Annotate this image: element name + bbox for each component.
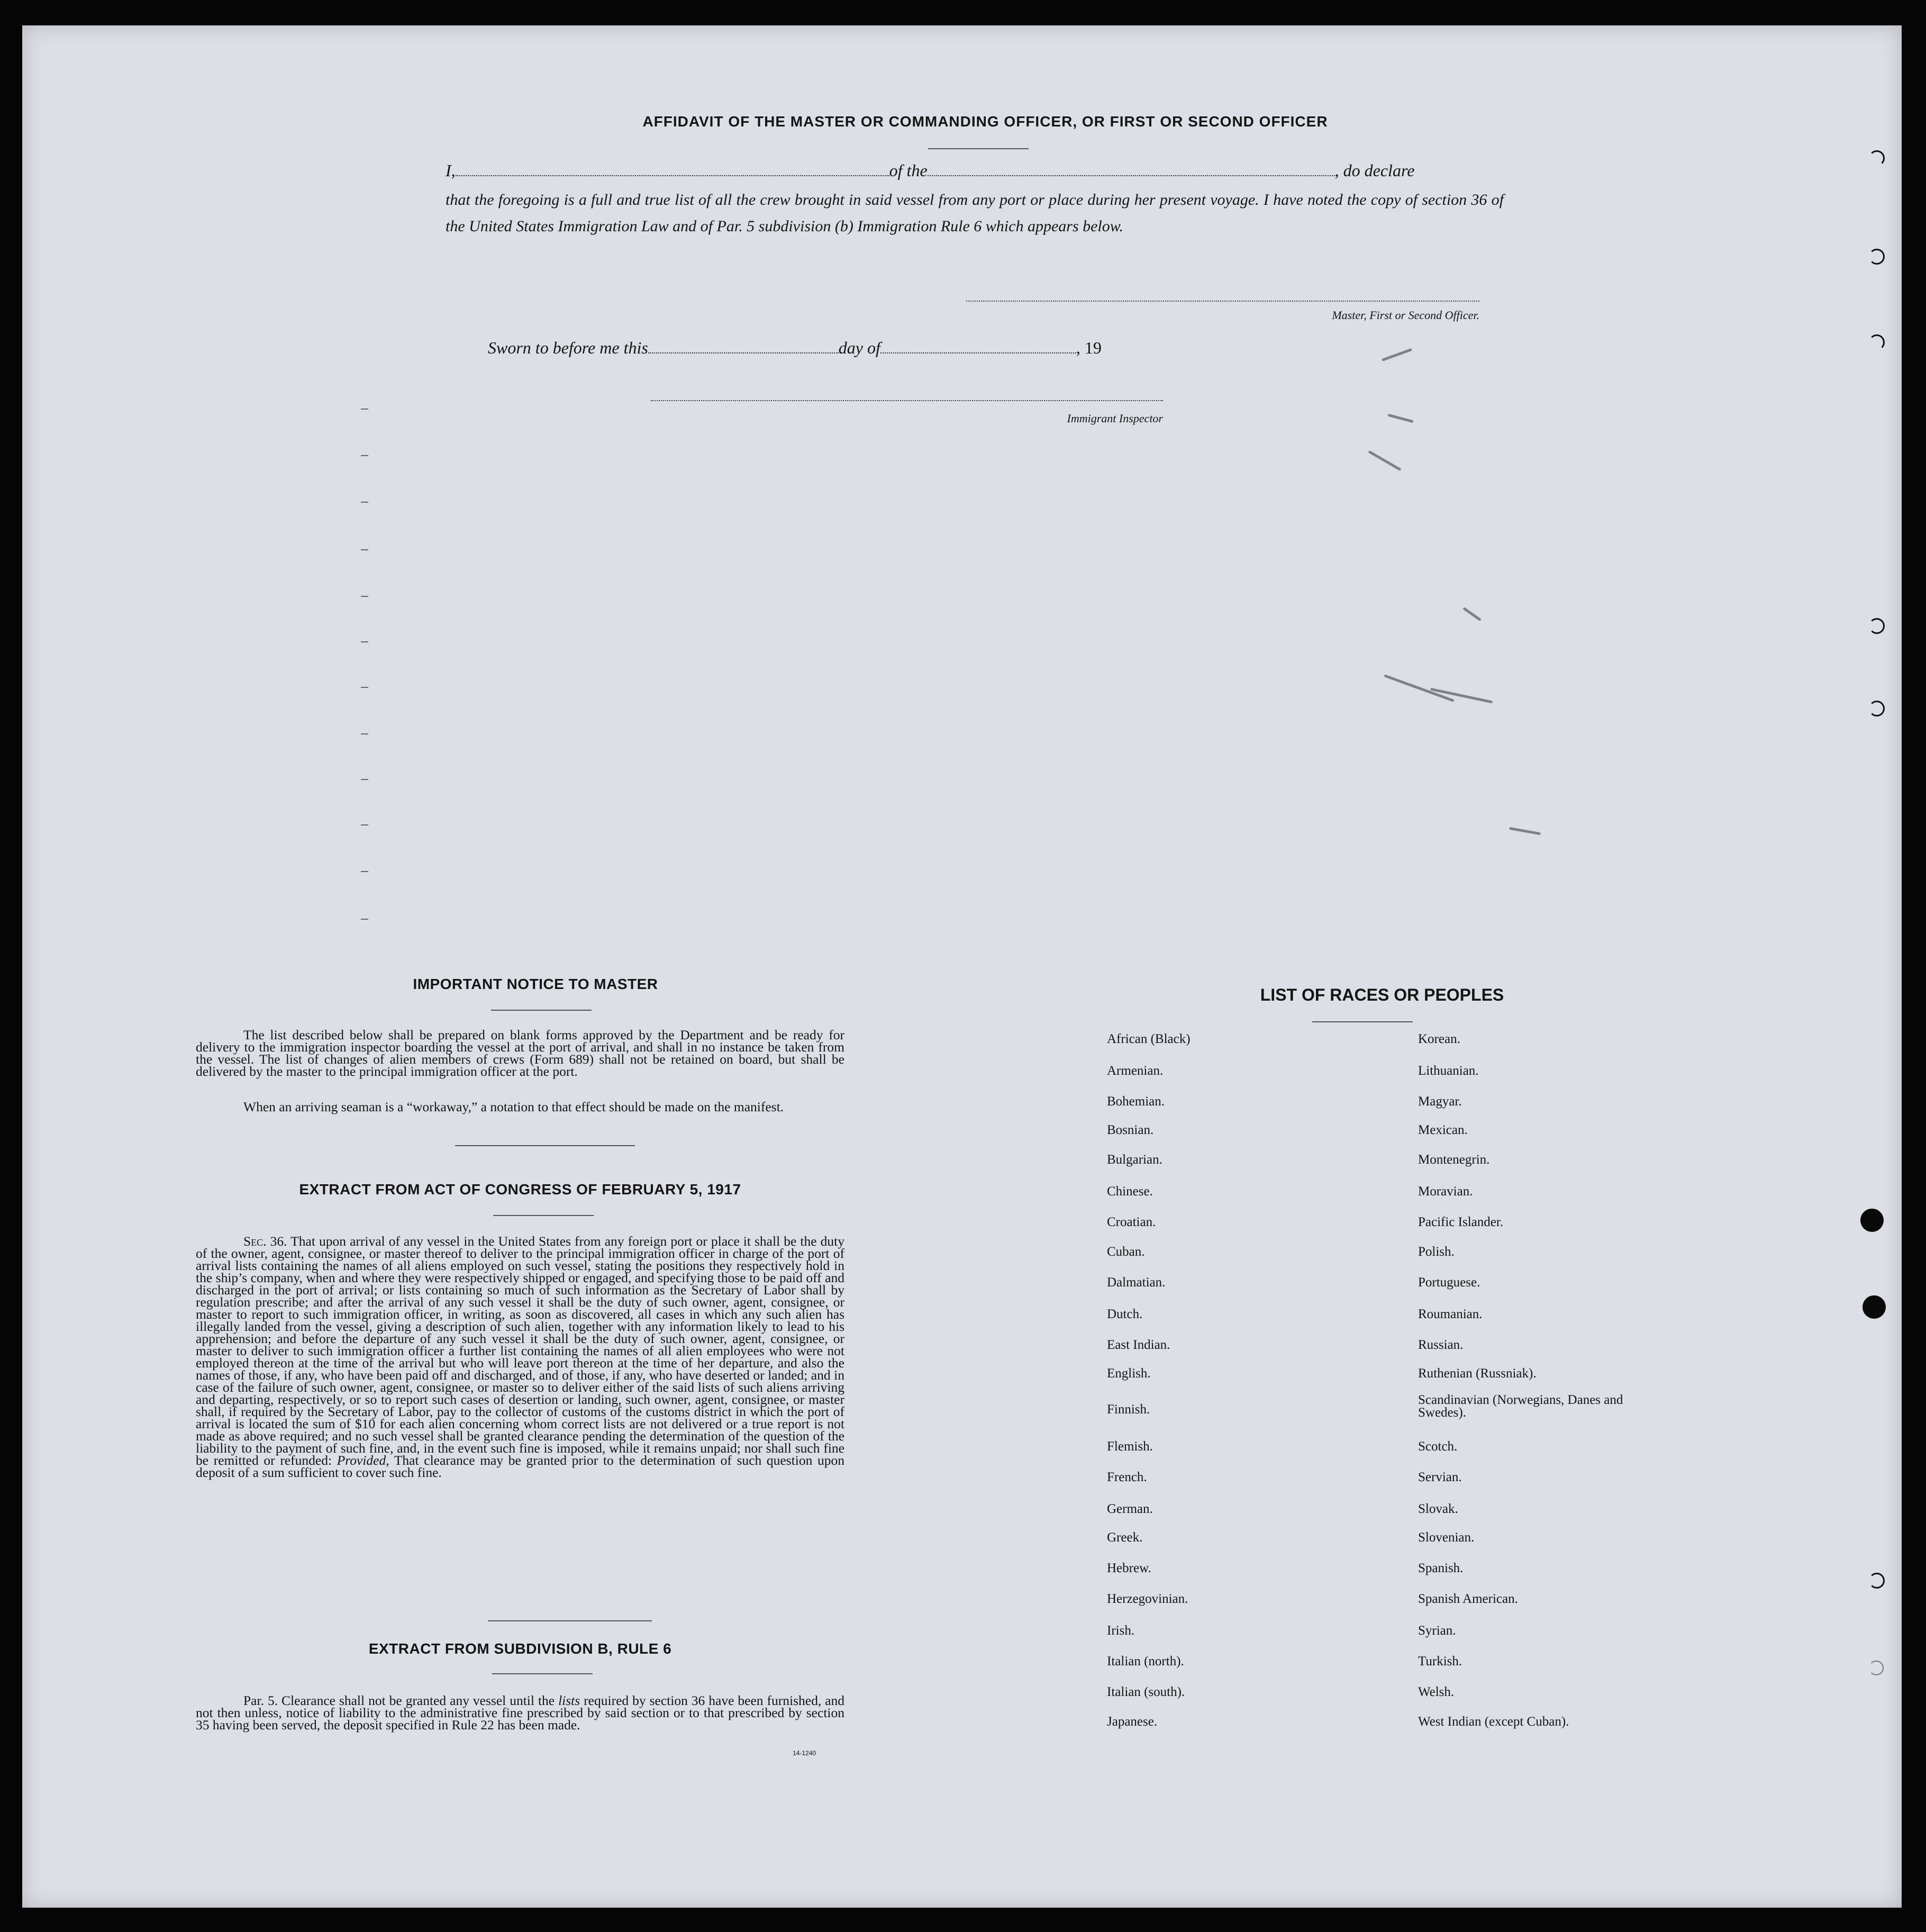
binder-hole-icon — [1869, 334, 1885, 350]
race-item: Finnish. — [1107, 1402, 1150, 1417]
race-item: Portuguese. — [1418, 1275, 1480, 1290]
sworn-line — [488, 338, 1102, 358]
sworn-month-blank[interactable] — [880, 338, 1076, 353]
race-item: Syrian. — [1418, 1623, 1456, 1638]
race-item: Italian (north). — [1107, 1654, 1184, 1668]
divider — [928, 148, 1029, 149]
race-item: Russian. — [1418, 1338, 1464, 1352]
race-item: German. — [1107, 1502, 1153, 1516]
smudge-mark — [1384, 674, 1454, 702]
race-item: African (Black) — [1107, 1032, 1191, 1046]
race-item: Pacific Islander. — [1418, 1215, 1504, 1229]
race-item: Dalmatian. — [1107, 1275, 1166, 1290]
race-item: Bosnian. — [1107, 1123, 1154, 1137]
divider — [493, 1215, 594, 1216]
race-item: Scandinavian (Norwegians, Danes and Swedes). — [1418, 1393, 1623, 1420]
race-item: Scotch. — [1418, 1439, 1458, 1454]
do-declare-label: , do declare — [1334, 161, 1415, 180]
affidavit-statement: that the foregoing is a full and true list of all the crew brought in said vessel from any port or place during her present voyage. I have noted the copy of section 36 of the United States Immigration Law and of Par. 5 subdivision (b) Immigration Rule 6 which appears below. — [446, 191, 1504, 235]
section-label: Sec. 36. — [243, 1233, 287, 1249]
divider — [491, 1010, 592, 1011]
margin-tick — [361, 455, 368, 456]
race-item: Greek. — [1107, 1530, 1143, 1545]
race-item: Servian. — [1418, 1470, 1462, 1484]
name-blank[interactable] — [456, 160, 889, 176]
race-item: Slovenian. — [1418, 1530, 1475, 1545]
notice-title: IMPORTANT NOTICE TO MASTER — [413, 976, 658, 992]
race-item: Armenian. — [1107, 1064, 1164, 1078]
sworn-day-blank[interactable] — [648, 338, 839, 353]
race-item: Flemish. — [1107, 1439, 1153, 1454]
race-item: Mexican. — [1418, 1123, 1468, 1137]
smudge-mark — [1462, 607, 1482, 621]
signature-line[interactable] — [966, 301, 1479, 302]
inspector-caption: Immigrant Inspector — [1067, 412, 1163, 425]
of-the-label: of the — [889, 161, 928, 180]
margin-tick — [361, 824, 368, 826]
race-item: Bulgarian. — [1107, 1153, 1162, 1167]
notice-paragraph-2: When an arriving seaman is a “workaway,” a notation to that effect should be made on the manifest. — [243, 1099, 784, 1114]
race-item: English. — [1107, 1366, 1151, 1381]
affidavit-title: AFFIDAVIT OF THE MASTER OR COMMANDING OFFICER, OR FIRST OR SECOND OFFICER — [642, 113, 1328, 130]
signature-caption: Master, First or Second Officer. — [1332, 309, 1479, 322]
binder-hole-icon — [1869, 1661, 1884, 1675]
race-item: Hebrew. — [1107, 1561, 1151, 1575]
smudge-mark — [1387, 414, 1414, 423]
divider — [455, 1145, 635, 1146]
act-extract-body — [196, 1235, 844, 1479]
form-number: 14-1240 — [793, 1749, 816, 1757]
day-of-label: day of — [838, 338, 880, 357]
section-text-end: That clearance may be granted prior to the determination of such question upon deposit of a sum sufficient to cover such fine. — [196, 1453, 845, 1480]
race-item: French. — [1107, 1470, 1147, 1484]
vessel-blank[interactable] — [928, 160, 1335, 176]
race-item: Lithuanian. — [1418, 1064, 1479, 1078]
binder-hole-icon — [1869, 1573, 1885, 1589]
divider — [492, 1673, 593, 1674]
affidavit-i-label: I, — [446, 161, 456, 180]
race-item: Ruthenian (Russniak). — [1418, 1366, 1537, 1381]
race-item: Moravian. — [1418, 1184, 1473, 1199]
smudge-mark — [1382, 348, 1412, 361]
binder-hole-icon — [1869, 618, 1885, 634]
margin-tick — [361, 409, 368, 410]
margin-tick — [361, 733, 368, 734]
race-item: Croatian. — [1107, 1215, 1156, 1229]
provided-word: Provided, — [337, 1453, 389, 1468]
race-item: Polish. — [1418, 1245, 1455, 1259]
race-item: Welsh. — [1418, 1685, 1455, 1699]
sworn-label: Sworn to before me this — [488, 338, 648, 357]
race-item: Magyar. — [1418, 1094, 1462, 1109]
races-title: LIST OF RACES OR PEOPLES — [1260, 985, 1504, 1004]
rule-text: Par. 5. Clearance shall not be granted any vessel until the — [243, 1693, 555, 1708]
document-page — [22, 25, 1902, 1908]
lists-word: lists — [558, 1693, 580, 1708]
binder-hole-icon — [1860, 1209, 1884, 1232]
binder-hole-icon — [1863, 1295, 1886, 1319]
race-item: West Indian (except Cuban). — [1418, 1715, 1569, 1729]
binder-hole-icon — [1869, 150, 1885, 166]
margin-tick — [361, 687, 368, 688]
binder-hole-icon — [1869, 249, 1885, 265]
race-item: Montenegrin. — [1418, 1153, 1490, 1167]
race-item: Herzegovinian. — [1107, 1592, 1188, 1606]
smudge-mark — [1368, 450, 1401, 471]
year-label: , 19 — [1076, 338, 1102, 357]
rule-extract-body — [196, 1694, 844, 1731]
margin-tick — [361, 871, 368, 872]
race-item: Roumanian. — [1418, 1307, 1483, 1321]
smudge-mark — [1509, 827, 1541, 835]
race-item: Turkish. — [1418, 1654, 1462, 1668]
margin-tick — [361, 502, 368, 503]
rule-text-end: required by section 36 have been furnished, and not then unless, notice of liability to the administrative fine prescribed by said section or to that prescribed by section 35 having been served, the deposit specified in Rule 22 has been made. — [196, 1693, 844, 1733]
binder-hole-icon — [1869, 701, 1885, 716]
divider — [1312, 1021, 1413, 1022]
race-item: Spanish. — [1418, 1561, 1464, 1575]
margin-tick — [361, 596, 368, 597]
race-item: Irish. — [1107, 1623, 1135, 1638]
race-item: Slovak. — [1418, 1502, 1458, 1516]
race-item: East Indian. — [1107, 1338, 1170, 1352]
inspector-signature-line[interactable] — [651, 400, 1163, 401]
race-item: Italian (south). — [1107, 1685, 1185, 1699]
race-item: Cuban. — [1107, 1245, 1145, 1259]
margin-tick — [361, 919, 368, 920]
race-item: Spanish American. — [1418, 1592, 1518, 1606]
margin-tick — [361, 779, 368, 780]
race-item: Dutch. — [1107, 1307, 1143, 1321]
section-text: That upon arrival of any vessel in the United States from any foreign port or place it shall be the duty of the owner, agent, consignee, or master thereof to deliver to the principal immigration officer in charge of the port of arrival lists containing the names of all aliens employed on such vessel, stating the positions they respectively hold in the ship’s company, when and where they were respectively shipped or engaged, and specifying those to be paid off and discharged in the port of arrival; or lists containing so much of such information as the Secretary of Labor shall by regulation prescribe; and after the arrival of any such vessel it shall be the duty of such owner, agent, consignee, or master to report to such immigration officer, in writing, as soon as discovered, all cases in which any such alien has illegally landed from the vessel, giving a description of such alien, together with any information likely to lead to his apprehension; and before the departure of any such vessel it shall be the duty of such owner, agent, consignee, or master to deliver to such immigration officer a further list containing the names of all alien employees who were not employed thereon at the time of the arrival but who will leave port thereon at the time of her departure, and also the names of those, if any, who have been paid off and discharged, and of those, if any, who have deserted or landed; and in case of the failure of such owner, agent, consignee, or master so to deliver either of the said lists of such aliens arriving and departing, respectively, or so to report such cases of desertion or landing, such owner, agent, consignee, or master shall, if required by the Secretary of Labor, pay to the collector of customs of the customs district in which the port of arrival is located the sum of $10 for each alien concerning whom correct lists are not delivered or a true report is not made as above required; and no such vessel shall be granted clearance pending the determination of the question of the liability to the payment of such fine, and, in the event such fine is imposed, while it remains unpaid; nor shall such fine be remitted or refunded: — [196, 1233, 844, 1468]
race-item: Chinese. — [1107, 1184, 1153, 1199]
margin-tick — [361, 549, 368, 550]
rule-extract-title: EXTRACT FROM SUBDIVISION B, RULE 6 — [368, 1640, 672, 1657]
race-item: Japanese. — [1107, 1715, 1158, 1729]
margin-tick — [361, 641, 368, 642]
race-item: Bohemian. — [1107, 1094, 1165, 1109]
act-extract-title: EXTRACT FROM ACT OF CONGRESS OF FEBRUARY 5, 1917 — [299, 1181, 741, 1198]
affidavit-declaration-line — [446, 160, 1504, 184]
race-item: Korean. — [1418, 1032, 1460, 1046]
divider — [488, 1620, 652, 1621]
notice-paragraph-1: The list described below shall be prepared on blank forms approved by the Department and be ready for delivery to the immigration inspector boarding the vessel at the port of arrival, and shall in no instance be taken from the vessel. The list of changes of alien members of crews (Form 689) shall not be retained on board, but shall be delivered by the master to the principal immigration officer at the port. — [196, 1027, 844, 1079]
